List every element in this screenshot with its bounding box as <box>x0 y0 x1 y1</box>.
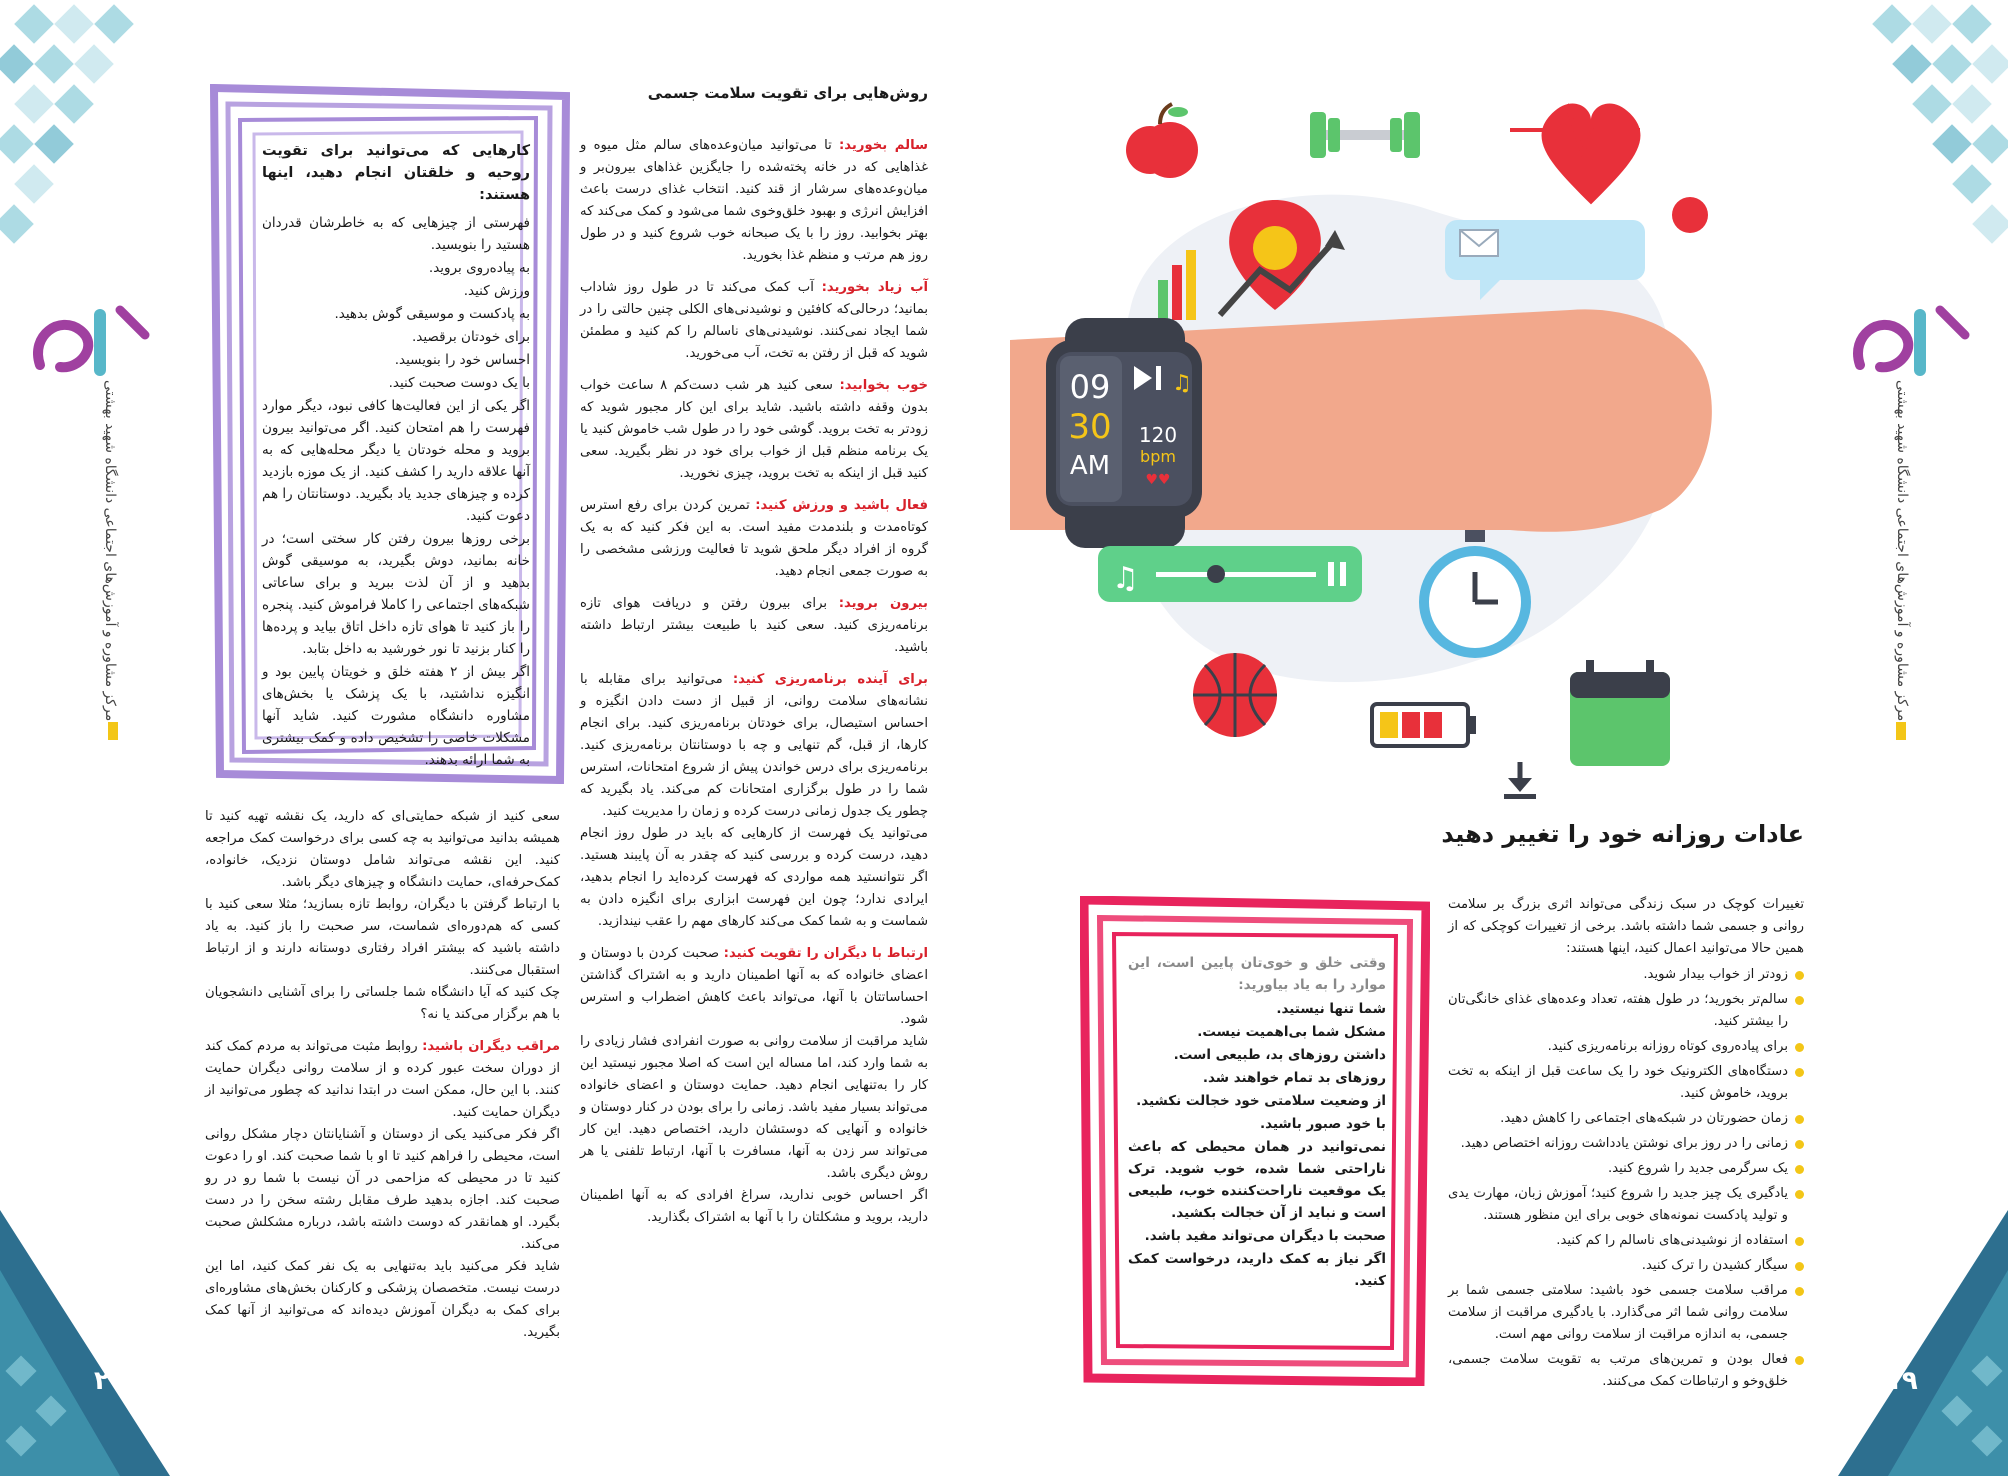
bullet-item: دستگاه‌های الکترونیک خود را یک ساعت قبل از اینکه به تخت بروید، خاموش کنید. <box>1448 1061 1804 1105</box>
box-line: برای خودتان برقصید. <box>411 329 530 345</box>
purple-box-title: کارهایی که می‌توانید برای تقویت روحیه و خلقتان انجام دهید، اینها هستند: <box>262 143 530 203</box>
section-body: آب کمک می‌کند تا در طول روز شاداب بمانید؛ درحالی‌که کافئین و نوشیدنی‌های الکلی چنین حالتی را در شما ایجاد نمی‌کنند. نوشیدنی‌های ناسالم را کم کنید و مطمئن شوید که قبل از رفتن به تخت، آب می‌خورید. <box>580 280 928 361</box>
section-body: روابط مثبت می‌تواند به مردم کمک کند از دوران سخت عبور کرده و از سلامت روانی دیگران حمایت کنند. با این حال، ممکن است در ابتدا ندانید که چطور می‌توانید از دیگران حمایت کنید. اگر فکر می‌کنید یکی از دوستان و آشنایانتان دچار مشکل روانی است، محیطی را فراهم کنید تا او با شما صحبت کند. او را دعوت کنید تا در محیطی که مزاحمی در آن نیست با شما رو در رو صحبت کند. اجازه بدهید طرف مقابل رشته سخن را در دست بگیرد. او همانقدر که دوست داشته باشد، درباره مشکلش صحبت می‌کند. شاید فکر می‌کنید باید به‌تنهایی به یک نفر کمک کنید، اما این درست نیست. متخصصان پزشکی و کارکنان بخش‌های مشاوره‌ای برای کمک به دیگران آموزش دیده‌اند که می‌توانید از آنها کمک بگیرید. <box>205 1039 560 1340</box>
section-title: برای آینده برنامه‌ریزی کنید: <box>732 672 928 687</box>
bullet-item: یادگیری یک چیز جدید را شروع کنید؛ آموزش زبان، مهارت یدی و تولید پادکست نمونه‌های خوبی برای این منظور هستند. <box>1448 1183 1804 1227</box>
bullet-item: زمانی را در روز برای نوشتن یادداشت روزانه اختصاص دهید. <box>1448 1133 1804 1155</box>
right-side-marker <box>1896 722 1906 740</box>
svg-text:♥♥: ♥♥ <box>1145 472 1171 488</box>
stopwatch-icon <box>1410 530 1540 660</box>
box-line: اگر نیاز به کمک دارید، درخواست کمک کنید. <box>1128 1251 1386 1289</box>
box-line: شما تنها نیستید. <box>1276 1001 1386 1017</box>
dumbbell-icon <box>1310 112 1420 158</box>
bullet-item: یک سرگرمی جدید را شروع کنید. <box>1448 1158 1804 1180</box>
box-line: از وضعیت سلامتی خود خجالت نکشید. <box>1136 1093 1386 1109</box>
article-section <box>205 806 560 1026</box>
bottom-left-mosaic <box>0 1210 170 1476</box>
watch-hour: 09 <box>1069 368 1111 406</box>
purple-box-lines <box>262 212 530 771</box>
pink-box-intro: وقتی خلق و خوی‌تان پایین است، این موارد را به یاد بیاورید: <box>1128 955 1386 993</box>
left-page-number: ۲۰ <box>94 1366 126 1396</box>
section-title: مراقب دیگران باشید: <box>422 1039 560 1054</box>
box-line: اگر یکی از این فعالیت‌ها کافی نبود، دیگر موارد فهرست را هم امتحان کنید. اگر می‌توانید بیرون بروید و محله خودتان یا دیگر محله‌هایی که به آنها علاقه دارید را کشف کنید. از یک موزه بازدید کرده و چیزهای جدید یاد بگیرید. دوستانتان را هم دعوت کنید. <box>262 398 530 524</box>
section-title: سالم بخورید: <box>839 138 928 153</box>
right-text-column <box>1448 894 1804 1396</box>
section-body: می‌توانید برای مقابله با نشانه‌های سلامت روانی، از قبیل از دست دادن انگیزه و احساس استیصال، برای خودتان برنامه‌ریزی کنید. برای انجام کارها، از قبل، گم تنهایی و چه با دوستانتان برنامه‌ریزی کنید. برنامه‌ریزی برای درس خواندن پیش از شروع امتحانات، استرس شما را در طول برگزاری امتحانات کم می‌کند. یاد بگیرید که چطور یک جدول زمانی درست کرده و زمان را مدیریت کنید. می‌توانید یک فهرست از کارهایی که باید در طول روز انجام دهید، درست کرده و بررسی کنید که چقدر به آن پایبند هستید. اگر نتوانستید همه مواردی که فهرست کرده‌اید را انجام بدهید، ایرادی ندارد؛ چون این فهرست ابزاری برای انگیزه دادن به شماست و به شما کمک می‌کند کارهای مهم را عقب نیندازید. <box>580 672 928 929</box>
heart-pulse-icon <box>1510 103 1640 204</box>
box-line: به پیاده‌روی بروید. <box>428 260 530 276</box>
left-side-label: مرکز مشاوره و آموزش‌های اجتماعی دانشگاه شهید بهشتی <box>102 380 118 722</box>
box-line: روزهای بد تمام خواهند شد. <box>1202 1070 1386 1086</box>
section-body: سعی کنید از شبکه حمایتی‌ای که دارید، یک نقشه تهیه کنید تا همیشه بدانید می‌توانید به چه کسی برای درخواست کمک مراجعه کنید. این نقشه می‌تواند شامل دوستان نزدیک، خانواده، کمک‌حرفه‌ای، حمایت دانشگاه و چیزهای دیگر باشد. با ارتباط گرفتن با دیگران، روابط تازه بسازید؛ مثلا سعی کنید با کسی که هم‌دوره‌ای شماست، سر صحبت را باز کنید. به یاد داشته باشید که بیشتر افراد رفتاری دوستانه دارند و از ارتباط استقبال می‌کنند. چک کنید که آیا دانشگاه شما جلساتی را برای آشنایی دانشجویان با هم برگزار می‌کند یا نه؟ <box>205 809 560 1022</box>
article-section <box>580 669 928 933</box>
box-line: احساس خود را بنویسید. <box>394 352 530 368</box>
box-line: با خود صبور باشید. <box>1259 1116 1386 1132</box>
left-page-heading: روش‌هایی برای تقویت سلامت جسمی <box>647 84 928 102</box>
right-side-label: مرکز مشاوره و آموزش‌های اجتماعی دانشگاه شهید بهشتی <box>1894 380 1910 722</box>
article-section <box>580 135 928 267</box>
box-line: با یک دوست صحبت کنید. <box>388 375 530 391</box>
apple-icon <box>1126 104 1198 178</box>
bullet-item: سالم‌تر بخورید؛ در طول هفته، تعداد وعده‌های غذای خانگی‌تان را بیشتر کنید. <box>1448 989 1804 1033</box>
download-icon <box>1500 760 1540 800</box>
bullet-item: برای پیاده‌روی کوتاه روزانه برنامه‌ریزی کنید. <box>1448 1036 1804 1058</box>
music-player-icon <box>1098 540 1368 610</box>
bullet-item: استفاده از نوشیدنی‌های ناسالم را کم کنید. <box>1448 1230 1804 1252</box>
bullet-item: فعال بودن و تمرین‌های مرتب به تقویت سلامت جسمی، خلق‌وخو و ارتباطات کمک می‌کنند. <box>1448 1349 1804 1393</box>
article-section <box>205 1036 560 1344</box>
section-title: بیرون بروید: <box>838 596 928 611</box>
box-line: صحبت با دیگران می‌تواند مفید باشد. <box>1144 1228 1386 1244</box>
magazine-logo-right <box>1840 295 1980 385</box>
box-line: مشکل شما بی‌اهمیت نیست. <box>1197 1024 1386 1040</box>
magazine-logo-left <box>20 295 160 385</box>
top-left-mosaic <box>0 0 150 290</box>
section-body: سعی کنید هر شب دست‌کم ۸ ساعت خواب بدون وقفه داشته باشید. شاید برای این کار مجبور شوید که زودتر به تخت بروید. گوشی خود را در طول شب خاموش کنید یا یک برنامه منظم قبل از خواب برای خود در نظر بگیرید. سعی کنید قبل از اینکه به تخت بروید، چیزی نخورید. <box>580 378 928 481</box>
right-bullet-list <box>1448 964 1804 1393</box>
left-middle-column <box>580 135 928 1239</box>
left-side-marker <box>108 722 118 740</box>
purple-box-content <box>262 140 530 772</box>
watch-minute: 30 <box>1068 407 1112 447</box>
section-body: برای بیرون رفتن و دریافت هوای تازه برنامه‌ریزی کنید. سعی کنید با طبیعت بیشتر ارتباط داشته باشید. <box>580 596 928 655</box>
section-body: تمرین کردن برای رفع استرس کوتاه‌مدت و بلندمدت مفید است. به این فکر کنید که به یک گروه از افراد دیگر ملحق شوید تا فعالیت ورزشی مشخصی را به صورت جمعی انجام دهید. <box>580 498 928 579</box>
section-title: ارتباط با دیگران را تقویت کنید: <box>723 946 928 961</box>
box-line: به پادکست و موسیقی گوش بدهید. <box>334 306 530 322</box>
bullet-item: زودتر از خواب بیدار شوید. <box>1448 964 1804 986</box>
top-right-mosaic <box>1858 0 2008 290</box>
svg-text:♫: ♫ <box>1112 561 1139 596</box>
box-line: فهرستی از چیزهایی که به خاطرشان قدردان هستید را بنویسید. <box>262 215 530 253</box>
article-section <box>580 277 928 365</box>
bullet-item: مراقب سلامت جسمی خود باشید: سلامتی جسمی شما بر سلامت روانی شما اثر می‌گذارد. با یادگیری مراقبت از سلامت جسمی، به اندازه مراقبت از سلامت روانی مهم است. <box>1448 1280 1804 1346</box>
watch-period: AM <box>1069 451 1111 481</box>
section-body: تا می‌توانید میان‌وعده‌های سالم مثل میوه و غذاهایی که در خانه پخته‌شده را جایگزین غذاهای بیرون‌بر و میان‌وعده‌های سرشار از قند کنید. انتخاب غذای درست باعث افزایش انرژی و بهبود خلق‌وخوی شما می‌شود و کمک می‌کند که بهتر بخوابید. روز را با یک صبحانه خوب شروع کنید و در طول روز هم مرتب و منظم غذا بخورید. <box>580 138 928 263</box>
article-section <box>580 375 928 485</box>
section-title: فعال باشید و ورزش کنید: <box>755 498 928 513</box>
svg-text:♫: ♫ <box>1172 371 1192 396</box>
article-section <box>580 495 928 583</box>
box-line: اگر بیش از ۲ هفته خلق و خویتان پایین بود و انگیزه نداشتید، با یک پزشک یا بخش‌های مشاوره دانشگاه مشورت کنید. شاید آنها مشکلات خاصی را تشخیص داده و کمک بیشتری به شما ارائه بدهند. <box>262 664 531 768</box>
box-line: ورزش کنید. <box>463 283 530 299</box>
bullet-item: زمان حضورتان در شبکه‌های اجتماعی را کاهش دهید. <box>1448 1108 1804 1130</box>
right-page-number: ۱۹ <box>1886 1366 1918 1396</box>
section-title: خوب بخوابید: <box>839 378 928 393</box>
pink-box-lines <box>1128 998 1386 1292</box>
basketball-icon <box>1190 650 1280 740</box>
bottom-right-mosaic <box>1838 1210 2008 1476</box>
pink-box-content <box>1128 952 1386 1293</box>
box-line: داشتن روزهای بد، طبیعی است. <box>1173 1047 1386 1063</box>
article-section <box>580 943 928 1229</box>
right-intro: تغییرات کوچک در سبک زندگی می‌تواند اثری بزرگ بر سلامت روانی و جسمی شما داشته باشد. برخی از تغییرات کوچکی که از همین حالا می‌توانید اعمال کنید، اینها هستند: <box>1448 897 1804 956</box>
watch-bpm-unit: bpm <box>1140 447 1176 466</box>
article-section <box>580 593 928 659</box>
box-line: نمی‌توانید در همان محیطی که باعث ناراحتی شما شده، خوب شوید. ترک یک موقعیت ناراحت‌کننده خوب، طبیعی است و نباید از آن خجالت بکشید. <box>1128 1139 1386 1221</box>
right-page-heading: عادات روزانه خود را تغییر دهید <box>1441 820 1804 848</box>
battery-icon <box>1370 700 1480 750</box>
section-title: آب زیاد بخورید: <box>821 280 928 295</box>
calendar-icon <box>1566 660 1676 770</box>
watch-bpm-value: 120 <box>1138 423 1178 447</box>
bullet-item: سیگار کشیدن را ترک کنید. <box>1448 1255 1804 1277</box>
section-body: صحبت کردن با دوستان و اعضای خانواده که به آنها اطمینان دارید و به اشتراک گذاشتن احساساتتان با آنها، می‌تواند باعث کاهش اضطراب و استرس شود. شاید مراقبت از سلامت روانی به صورت انفرادی فشار زیادی را به شما وارد کند، اما مساله این است که اصلا مجبور نیستید این کار را به‌تنهایی انجام دهید. حمایت دوستان و اعضای خانواده می‌تواند بسیار مفید باشد. زمانی را برای بودن در کنار دوستان و خانواده و آنهایی که دوستشان دارید، اختصاص دهید. این کار می‌تواند سر زدن به آنها، مسافرت با آنها، ارتباط تلفنی یا هر روش دیگری باشد. اگر احساس خوبی ندارید، سراغ افرادی که به آنها اطمینان دارید، بروید و مشکلتان را با آنها به اشتراک بگذارید. <box>580 946 928 1225</box>
box-line: برخی روزها بیرون رفتن کار سختی است؛ در خانه بمانید، دوش بگیرید، به موسیقی گوش بدهید و از آن لذت ببرید و برای ساعاتی شبکه‌های اجتماعی را کاملا فراموش کنید. پنجره را باز کنید تا هوای تازه داخل اتاق بیاید و پرده‌ها را کنار بزنید تا نور خورشید به داخل بتابد. <box>262 531 530 657</box>
left-third-column <box>205 806 560 1354</box>
